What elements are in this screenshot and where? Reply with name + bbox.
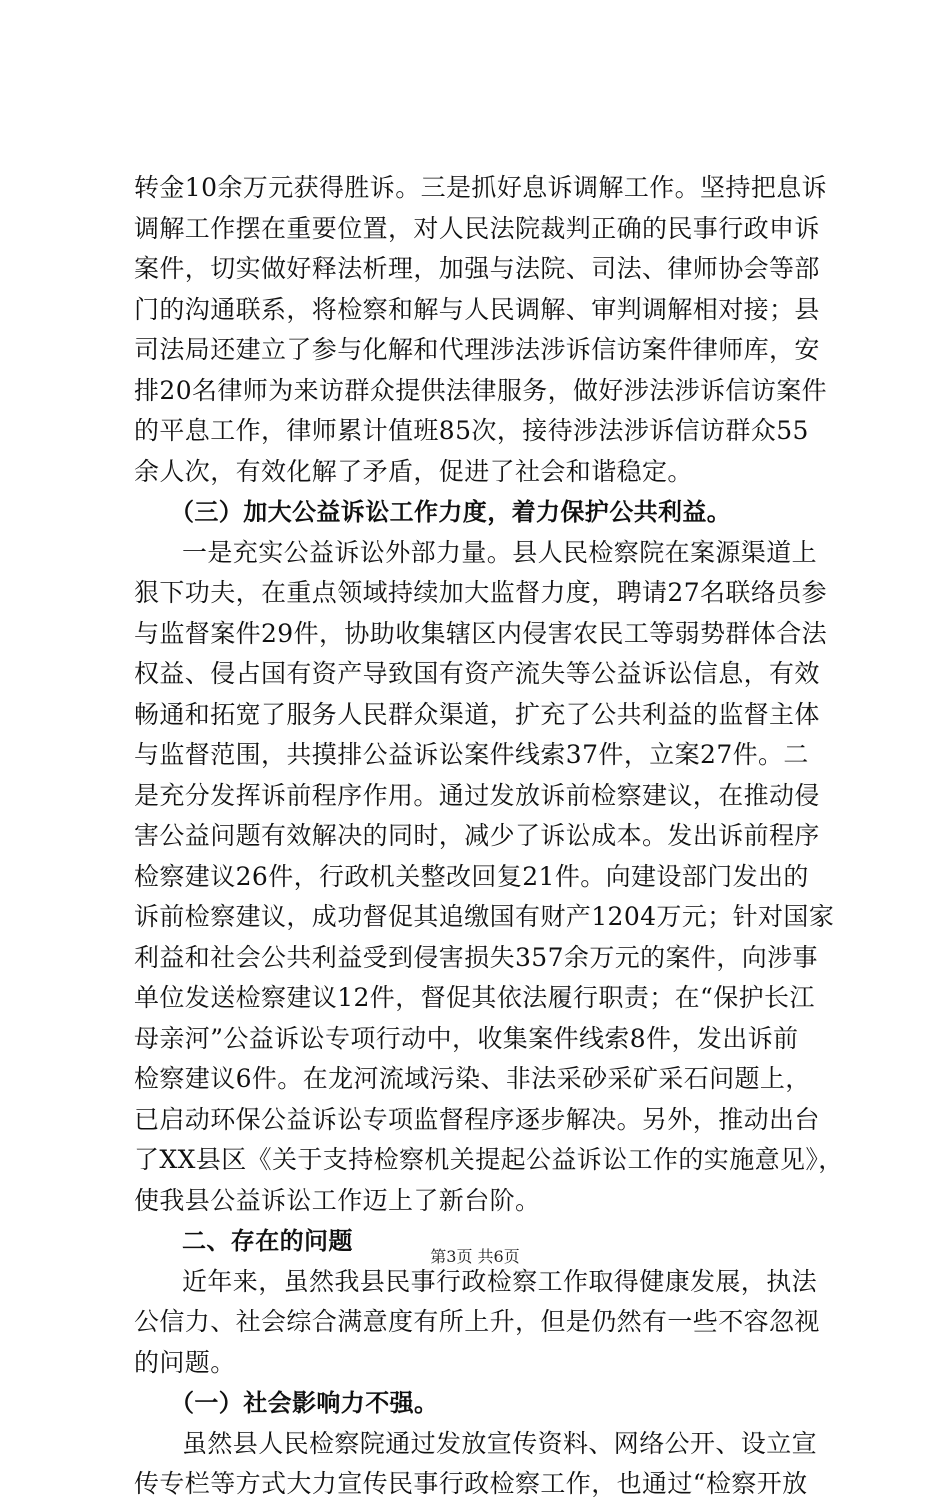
document-body	[134, 168, 844, 1505]
body-line-13: 权益、侵占国有资产导致国有资产流失等公益诉讼信息，有效	[134, 659, 820, 688]
body-line-7: 的平息工作，律师累计值班85次，接待涉法涉诉信访群众55	[134, 416, 809, 445]
body-line-33: 传专栏等方式大力宣传民事行政检察工作，也通过“检察开放	[134, 1469, 808, 1498]
body-line-17: 害公益问题有效解决的同时，减少了诉讼成本。发出诉前程序	[134, 821, 820, 850]
body-line-28: 近年来，虽然我县民事行政检察工作取得健康发展，执法	[182, 1266, 818, 1296]
body-line-24: 已启动环保公益诉讼专项监督程序逐步解决。另外，推动出台	[134, 1104, 820, 1134]
body-line-6: 排20名律师为来访群众提供法律服务，做好涉法涉诉信访案件	[134, 375, 828, 405]
body-line-30: 的问题。	[134, 1347, 236, 1377]
body-line-16: 是充分发挥诉前程序作用。通过发放诉前检察建议，在推动侵	[134, 780, 820, 810]
page-number-footer: 第3页 共6页	[430, 1247, 520, 1266]
body-line-23: 检察建议6件。在龙河流域污染、非法采砂采矿采石问题上，	[134, 1064, 811, 1093]
section-heading-1: （一）社会影响力不强。	[170, 1389, 439, 1417]
body-line-15: 与监督范围，共摸排公益诉讼案件线索37件，立案27件。二	[134, 740, 809, 769]
body-line-14: 畅通和拓宽了服务人民群众渠道，扩充了公共利益的监督主体	[134, 699, 820, 729]
body-line-20: 利益和社会公共利益受到侵害损失357余万元的案件，向涉事	[134, 942, 818, 972]
body-line-12: 与监督案件29件，协助收集辖区内侵害农民工等弱势群体合法	[134, 618, 828, 648]
body-line-25: 了XX县区《关于支持检察机关提起公益诉讼工作的实施意见》，	[134, 1145, 844, 1174]
body-line-32: 虽然县人民检察院通过发放宣传资料、网络公开、设立宣	[182, 1428, 818, 1458]
body-line-8: 余人次，有效化解了矛盾，促进了社会和谐稳定。	[134, 456, 693, 486]
body-line-21: 单位发送检察建议12件，督促其依法履行职责；在“保护长江	[134, 983, 815, 1012]
body-line-22: 母亲河”公益诉讼专项行动中，收集案件线索8件，发出诉前	[134, 1023, 799, 1053]
body-line-10: 一是充实公益诉讼外部力量。县人民检察院在案源渠道上	[182, 537, 818, 567]
body-line-2: 调解工作摆在重要位置，对人民法院裁判正确的民事行政申诉	[134, 213, 820, 243]
section-heading-problems: 二、存在的问题	[182, 1227, 353, 1255]
body-line-19: 诉前检察建议，成功督促其追缴国有财产1204万元；针对国家	[134, 902, 835, 931]
body-line-11: 狠下功夫，在重点领域持续加大监督力度，聘请27名联络员参	[134, 578, 828, 607]
section-heading-3: （三）加大公益诉讼工作力度，着力保护公共利益。	[170, 498, 732, 526]
body-line-4: 门的沟通联系，将检察和解与人民调解、审判调解相对接；县	[134, 294, 820, 324]
body-line-1: 转金10余万元获得胜诉。三是抓好息诉调解工作。坚持把息诉	[134, 173, 828, 202]
body-line-5: 司法局还建立了参与化解和代理涉法涉诉信访案件律师库，安	[134, 335, 820, 364]
body-line-3: 案件，切实做好释法析理，加强与法院、司法、律师协会等部	[134, 254, 820, 283]
body-line-26: 使我县公益诉讼工作迈上了新台阶。	[134, 1185, 541, 1215]
body-line-18: 检察建议26件，行政机关整改回复21件。向建设部门发出的	[134, 861, 809, 891]
body-line-29: 公信力、社会综合满意度有所上升，但是仍然有一些不容忽视	[134, 1307, 820, 1336]
